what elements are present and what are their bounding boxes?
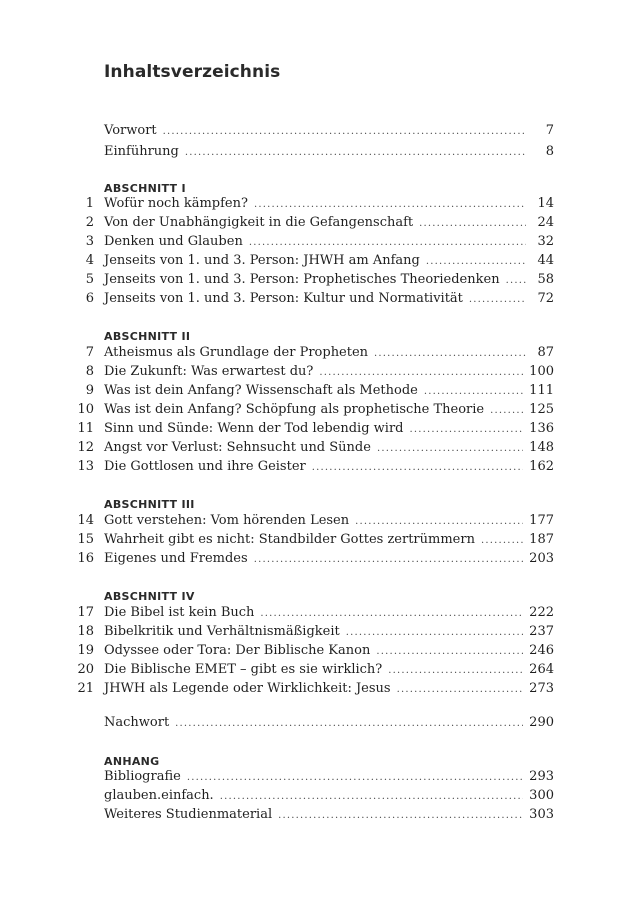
entry-number: 10 — [77, 402, 94, 417]
entry-label: glauben.einfach. — [104, 788, 214, 803]
toc-entry[interactable] — [72, 271, 554, 289]
toc-entry[interactable] — [72, 439, 554, 457]
entry-number: 16 — [77, 551, 94, 566]
entry-page: 237 — [529, 624, 554, 639]
entry-label: Denken und Glauben — [104, 234, 243, 249]
entry-label: Wahrheit gibt es nicht: Standbilder Gottes zertrümmern — [104, 532, 475, 547]
leader-dots — [388, 662, 523, 680]
entry-label: Bibelkritik und Verhältnismäßigkeit — [104, 624, 340, 639]
entry-page: 203 — [529, 551, 554, 566]
entry-page: 162 — [529, 459, 554, 474]
entry-number: 8 — [85, 364, 94, 379]
leader-dots — [397, 681, 524, 699]
entry-label: Die Gottlosen und ihre Geister — [104, 459, 306, 474]
entry-page: 87 — [537, 345, 554, 360]
leader-dots — [374, 345, 526, 363]
entry-page: 7 — [545, 123, 554, 138]
entry-page: 24 — [537, 215, 554, 230]
leader-dots — [481, 532, 523, 550]
leader-dots — [254, 551, 523, 569]
entry-page: 293 — [529, 769, 554, 784]
entry-number: 5 — [85, 272, 94, 287]
toc-entry[interactable] — [72, 531, 554, 549]
leader-dots — [278, 807, 523, 825]
entry-page: 100 — [529, 364, 554, 379]
entry-number: 2 — [85, 215, 94, 230]
entry-number: 21 — [77, 681, 94, 696]
leader-dots — [424, 383, 523, 401]
toc-entry[interactable] — [72, 363, 554, 381]
entry-number: 17 — [77, 605, 94, 620]
toc-entry[interactable] — [72, 382, 554, 400]
leader-dots — [185, 144, 526, 162]
entry-page: 303 — [529, 807, 554, 822]
leader-dots — [376, 643, 523, 661]
entry-label: Bibliografie — [104, 769, 181, 784]
toc-entry[interactable] — [72, 768, 554, 786]
entry-page: 273 — [529, 681, 554, 696]
entry-page: 32 — [537, 234, 554, 249]
entry-number: 14 — [77, 513, 94, 528]
entry-page: 125 — [529, 402, 554, 417]
entry-page: 187 — [529, 532, 554, 547]
toc-entry[interactable] — [72, 458, 554, 476]
entry-number: 13 — [77, 459, 94, 474]
leader-dots — [426, 253, 526, 271]
entry-label: Einführung — [104, 144, 179, 159]
entry-page: 14 — [537, 196, 554, 211]
entry-label: Jenseits von 1. und 3. Person: Kultur und Normativität — [104, 291, 463, 306]
section-heading-appendix: ANHANG — [104, 755, 160, 768]
toc-entry[interactable] — [72, 642, 554, 660]
entry-number: 15 — [77, 532, 94, 547]
leader-dots — [312, 459, 523, 477]
entry-label: Eigenes und Fremdes — [104, 551, 248, 566]
section-heading-2: ABSCHNITT II — [104, 330, 191, 343]
leader-dots — [506, 272, 526, 290]
toc-entry[interactable] — [72, 290, 554, 308]
toc-entry[interactable] — [72, 195, 554, 213]
toc-entry[interactable] — [72, 787, 554, 805]
entry-label: Weiteres Studienmaterial — [104, 807, 273, 822]
leader-dots — [419, 215, 526, 233]
entry-label: Odyssee oder Tora: Der Biblische Kanon — [104, 643, 371, 658]
entry-label: Sinn und Sünde: Wenn der Tod lebendig wird — [104, 421, 404, 436]
entry-page: 246 — [529, 643, 554, 658]
entry-label: Atheismus als Grundlage der Propheten — [104, 345, 369, 360]
page-title: Inhaltsverzeichnis — [104, 62, 281, 82]
entry-page: 44 — [537, 253, 554, 268]
entry-label: Vorwort — [104, 123, 157, 138]
entry-page: 148 — [529, 440, 554, 455]
entry-number: 18 — [77, 624, 94, 639]
toc-entry[interactable] — [72, 550, 554, 568]
entry-label: Wofür noch kämpfen? — [104, 196, 248, 211]
entry-label: Angst vor Verlust: Sehnsucht und Sünde — [104, 440, 371, 455]
entry-label: Die Bibel ist kein Buch — [104, 605, 255, 620]
leader-dots — [355, 513, 523, 531]
entry-number: 11 — [77, 421, 94, 436]
toc-entry[interactable] — [72, 344, 554, 362]
toc-entry[interactable] — [72, 806, 554, 824]
leader-dots — [490, 402, 523, 420]
toc-entry[interactable] — [72, 512, 554, 530]
toc-entry[interactable] — [72, 420, 554, 438]
entry-page: 264 — [529, 662, 554, 677]
entry-page: 177 — [529, 513, 554, 528]
entry-page: 8 — [545, 144, 554, 159]
entry-number: 1 — [85, 196, 94, 211]
leader-dots — [254, 196, 526, 214]
entry-label: JHWH als Legende oder Wirklichkeit: Jesus — [104, 681, 391, 696]
entry-page: 58 — [537, 272, 554, 287]
entry-label: Was ist dein Anfang? Schöpfung als prophetische Theorie — [104, 402, 485, 417]
entry-label: Gott verstehen: Vom hörenden Lesen — [104, 513, 350, 528]
toc-entry-vorwort[interactable] — [72, 122, 554, 140]
leader-dots — [175, 715, 523, 733]
entry-page: 72 — [537, 291, 554, 306]
entry-label: Nachwort — [104, 715, 170, 730]
leader-dots — [249, 234, 526, 252]
entry-number: 9 — [85, 383, 94, 398]
entry-label: Von der Unabhängigkeit in die Gefangenschaft — [104, 215, 414, 230]
entry-number: 19 — [77, 643, 94, 658]
entry-label: Jenseits von 1. und 3. Person: JHWH am Anfang — [104, 253, 420, 268]
leader-dots — [187, 769, 523, 787]
toc-entry[interactable] — [72, 214, 554, 232]
entry-number: 20 — [77, 662, 94, 677]
entry-page: 290 — [529, 715, 554, 730]
entry-label: Die Biblische EMET – gibt es sie wirklich? — [104, 662, 383, 677]
toc-entry-nachwort[interactable] — [72, 714, 554, 732]
entry-label: Jenseits von 1. und 3. Person: Prophetisches Theoriedenken — [104, 272, 500, 287]
entry-number: 3 — [85, 234, 94, 249]
entry-label: Die Zukunft: Was erwartest du? — [104, 364, 314, 379]
toc-entry[interactable] — [72, 252, 554, 270]
entry-number: 12 — [77, 440, 94, 455]
section-heading-4: ABSCHNITT IV — [104, 590, 195, 603]
leader-dots — [163, 123, 526, 141]
toc-entry[interactable] — [72, 604, 554, 622]
toc-entry[interactable] — [72, 623, 554, 641]
entry-label: Was ist dein Anfang? Wissenschaft als Methode — [104, 383, 418, 398]
leader-dots — [377, 440, 523, 458]
toc-entry[interactable] — [72, 401, 554, 419]
toc-entry[interactable] — [72, 233, 554, 251]
entry-page: 111 — [529, 383, 554, 398]
leader-dots — [319, 364, 523, 382]
toc-entry[interactable] — [72, 680, 554, 698]
toc-entry-einfuehrung[interactable] — [72, 143, 554, 161]
section-heading-3: ABSCHNITT III — [104, 498, 195, 511]
leader-dots — [260, 605, 523, 623]
leader-dots — [469, 291, 526, 309]
entry-number: 4 — [85, 253, 94, 268]
leader-dots — [220, 788, 523, 806]
entry-page: 222 — [529, 605, 554, 620]
leader-dots — [410, 421, 524, 439]
entry-page: 136 — [529, 421, 554, 436]
section-heading-1: ABSCHNITT I — [104, 182, 186, 195]
toc-entry[interactable] — [72, 661, 554, 679]
entry-number: 7 — [85, 345, 94, 360]
entry-page: 300 — [529, 788, 554, 803]
leader-dots — [346, 624, 523, 642]
entry-number: 6 — [85, 291, 94, 306]
